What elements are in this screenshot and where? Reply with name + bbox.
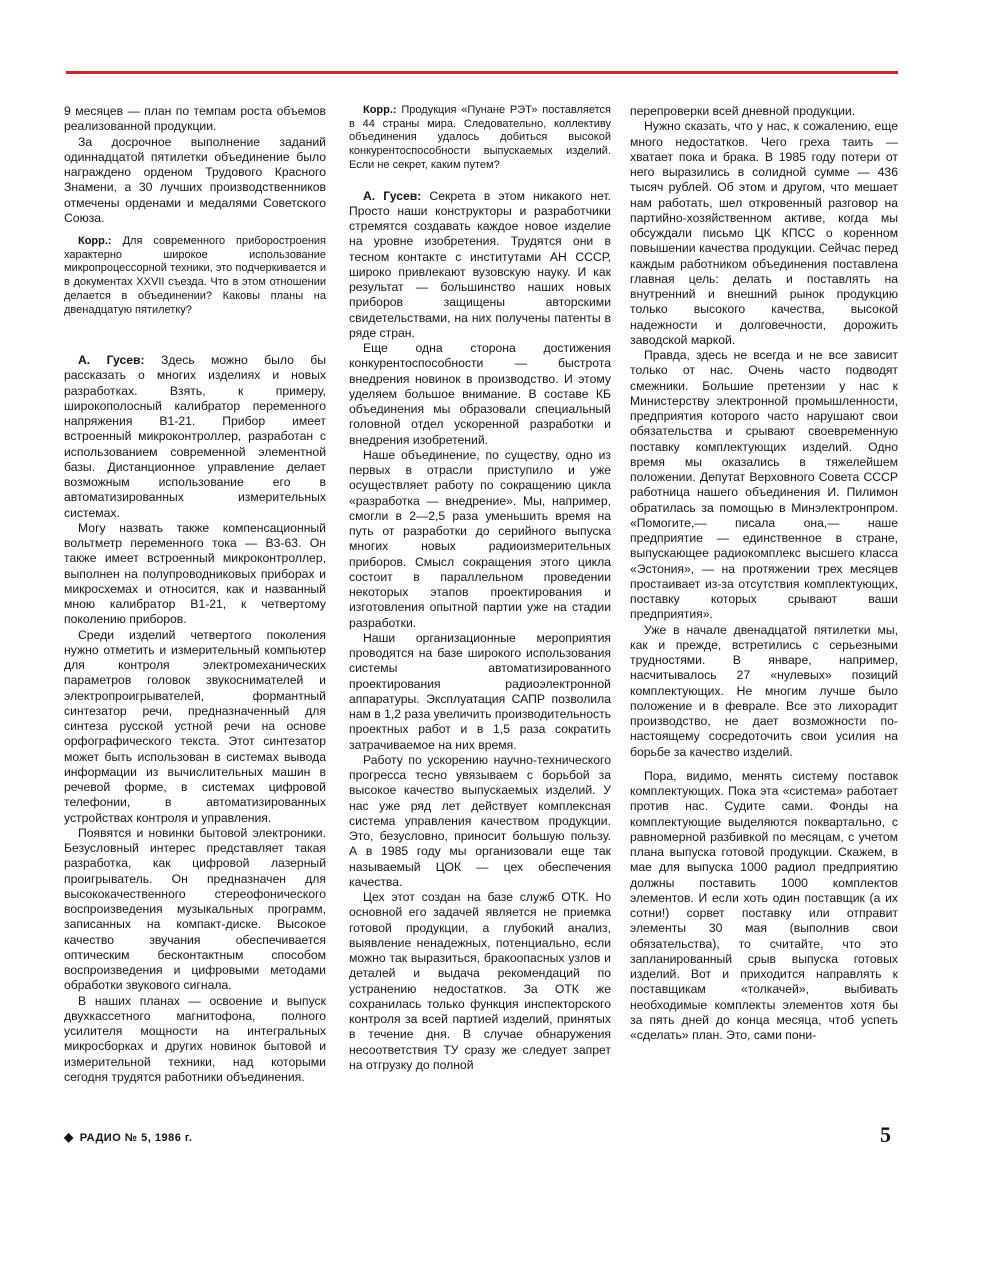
paragraph: Правда, здесь не всегда и не все зависит только от нас. Очень часто подводят смежники. Большие претензии у нас к Министерству электронной промышленности, предприятия которого часто нарушают свои обязательства и срывают своевременную поставку комплектующих изделий. Одно время мы оказались в тяжелейшем положении. Депутат Верховного Совета СССР работница нашего объединения И. Пилимон обратилась за помощью в Минэлектронпром. «Помогите,— писала она,— наше предприятие — единственное в стране, выпускающее радиокомплекс высшего класса «Эстония», — на протяжении трех месяцев простаивает из-за отсутствия комплектующих, поставку которых срывают ваши предприятия». <box>630 348 898 622</box>
paragraph: Наши организационные мероприятия проводятся на базе широкого использования системы автоматизированного проектирования радиоэлектронной аппаратуры. Эксплуатация САПР позволила нам в 1,2 раза увеличить производительность проектных работ и в 1,5 раза сократить затрачиваемое на них время. <box>349 630 611 752</box>
journal-issue: РАДИО № 5, 1986 г. <box>79 1132 193 1144</box>
interviewee-answer <box>64 353 326 521</box>
speaker-label: Корр.: <box>78 235 112 247</box>
paragraph: Работу по ускорению научно-технического прогресса тесно увязываем с борьбой за высокое качество выпускаемых изделий. У нас уже ряд лет действует комплексная система управления качеством продукции. Это, безусловно, приносит большую пользу. А в 1985 году мы организовали еще так называемый ЦОК — цех обеспечения качества. <box>349 752 611 889</box>
paragraph: За досрочное выполнение заданий одиннадцатой пятилетки объединение было награждено орденом Трудового Красного Знамени, а 30 лучших производственников отмечены орденами и медалями Советского Союза. <box>64 134 326 225</box>
column-3 <box>630 104 898 1043</box>
page-number: 5 <box>880 1122 891 1147</box>
question-text: Продукция «Пунане РЭТ» поставляется в 44 страны мира. Следовательно, коллективу объединения удалось добиться высокой конкурентоспособности выпускаемых изделий. Если не секрет, каким путем? <box>349 104 611 171</box>
paragraph: перепроверки всей дневной продукции. <box>630 104 856 118</box>
paragraph: Могу назвать также компенсационный вольтметр переменного тока — В3-63. Он также имеет встроенный микроконтроллер, выполнен на полупроводниковых приборах и микросхемах и относится, как и названный мною калибратор В1-21, к четвертому поколению приборов. <box>64 520 326 627</box>
paragraph: Пора, видимо, менять систему поставок комплектующих. Пока эта «система» работает против нас. Судите сами. Фонды на комплектующие выделяются поквартально, с равномерной разбивкой по месяцам, с учетом плана выпуска готовой продукции. Скажем, в мае для выпуска 1000 радиол предприятию должны поставить 1000 комплектов элементов. И если хоть один поставщик (а их сотни!) сорвет поставку или отправит элементы 30 мая (выполнив свои обязательства), то считайте, что это запланированный срыв выпуска готовых изделий. Вот и приходится направлять к поставщикам «толкачей», выбивать необходимые комплекты элементов хотя бы за пять дней до конца месяца, чтоб успеть «сделать» план. Это, сами пони- <box>630 768 898 1042</box>
question-text: Для современного приборостроения характерно широкое использование микропроцессорной техники, это подчеркивается и в документах XXVII съезда. Что в этом отношении делается в объединении? Каковы планы на двенадцатую пятилетку? <box>64 235 326 316</box>
paragraph: Появятся и новинки бытовой электроники. Безусловный интерес представляет такая разработка, как цифровой лазерный проигрыватель. Он предназначен для высококачественного стереофонического воспроизведения музыкальных программ, записанных на компакт-диске. Высокое качество звучания обеспечивается оптическим бесконтактным способом воспроизведения и цифровыми методами обработки звукового сигнала. <box>64 825 326 993</box>
diamond-icon: ◆ <box>64 1130 74 1144</box>
paragraph: 9 месяцев — план по темпам роста объемов реализованной продукции. <box>64 104 326 134</box>
speaker-label: А. Гусев: <box>363 188 422 203</box>
speaker-label: А. Гусев: <box>78 353 145 368</box>
paragraph: Цех этот создан на базе служб ОТК. Но основной его задачей является не приемка готовой продукции, а глубокий анализ, выявление ненадежных, потенциально, если можно так выразиться, бракоопасных узлов и деталей и выдача рекомендаций по устранению недостатков. За ОТК же сохранилась только функция инспекторского контроля за всей партией изделий, принятых в течение дня. В случае обнаружения несоответствия ТУ сразу же следует запрет на отгрузку до полной <box>349 890 611 1072</box>
paragraph: Нужно сказать, что у нас, к сожалению, еще много недостатков. Чего греха таить — хватает пока и брака. В 1985 году потери от него выразились в солидной сумме — 436 тысяч рублей. Об этом и другом, что мешает нам работать, шел откровенный разговор на партийно-хозяйственном активе, когда мы обсуждали письмо ЦК КПСС о коренном повышении качества продукции. Сейчас перед каждым работником объединения поставлена главная цель: делать и поставлять на внутренний и внешний рынок продукцию только высокого качества, высокой надежности и долговечности, дорожить заводской маркой. <box>630 119 898 347</box>
paragraph: Среди изделий четвертого поколения нужно отметить и измерительный компьютер для контроля электромеханических параметров головок звукоснимателей и электропроигрывателей, формантный синтезатор речи, предназначенный для синтеза русской устной речи на основе орфографического текста. Этот синтезатор может быть использован в системах вывода информации из вычислительных машин в речевой форме, в системах цифровой телефонии, в автоматизированных устройствах контроля и управления. <box>64 627 326 825</box>
paragraph: Уже в начале двенадцатой пятилетки мы, как и прежде, встретились с серьезными трудностями. В январе, например, насчитывалось 27 «нулевых» позиций комплектующих. Не многим лучше было положение и в феврале. Все это лихорадит производство, не дает возможности по-настоящему сосредоточить свои усилия на борьбе за качество изделий. <box>630 622 898 759</box>
paragraph: Наше объединение, по существу, одно из первых в отрасли приступило и уже осуществляет работу по сокращению цикла «разработка — внедрение». Мы, например, смогли в 2—2,5 раза уменьшить время на путь от разработки до серийного выпуска многих новых радиоизмерительных приборов. Смысл сокращения этого цикла состоит в параллельном проведении некоторых этапов проектирования и изготовления опытной партии уже на стадии разработки. <box>349 447 611 630</box>
speaker-label: Корр.: <box>363 104 397 116</box>
column-2 <box>349 104 611 1073</box>
paragraph: Еще одна сторона достижения конкурентоспособности — быстрота внедрения новинок в производство. И этому уделяем большое внимание. В составе КБ объединения мы образовали специальный головной отдел ускоренной разработки и внедрения изобретений. <box>349 341 611 447</box>
interviewer-question <box>349 104 611 173</box>
interviewee-answer <box>349 189 611 342</box>
interviewer-question <box>64 235 326 317</box>
running-footer <box>64 1130 192 1144</box>
top-red-rule <box>66 71 898 74</box>
answer-text: Здесь можно было бы рассказать о многих изделиях и новых разработках. Взять, к примеру, широкополосный калибратор переменного напряжения В1-21. Прибор имеет встроенный микроконтроллер, разработан с использованием современной элементной базы. Дистанционное управление делает возможным использование его в автоматизированных измерительных системах. <box>64 353 326 520</box>
answer-text: Секрета в этом никакого нет. Просто наши конструкторы и разработчики стремятся создавать каждое новое изделие на уровне изобретения. Трудятся они в тесном контакте с институтами АН СССР, широко привлекают вузовскую науку. И как результат — большинство наших новых приборов защищены авторскими свидетельствами, на них получены патенты в ряде стран. <box>349 188 611 340</box>
paragraph: В наших планах — освоение и выпуск двухкассетного магнитофона, полного усилителя мощности на интегральных микросборках и других новинок бытовой и измерительной техники, над которыми сегодня трудятся работники объединения. <box>64 993 326 1084</box>
column-1 <box>64 104 326 1085</box>
